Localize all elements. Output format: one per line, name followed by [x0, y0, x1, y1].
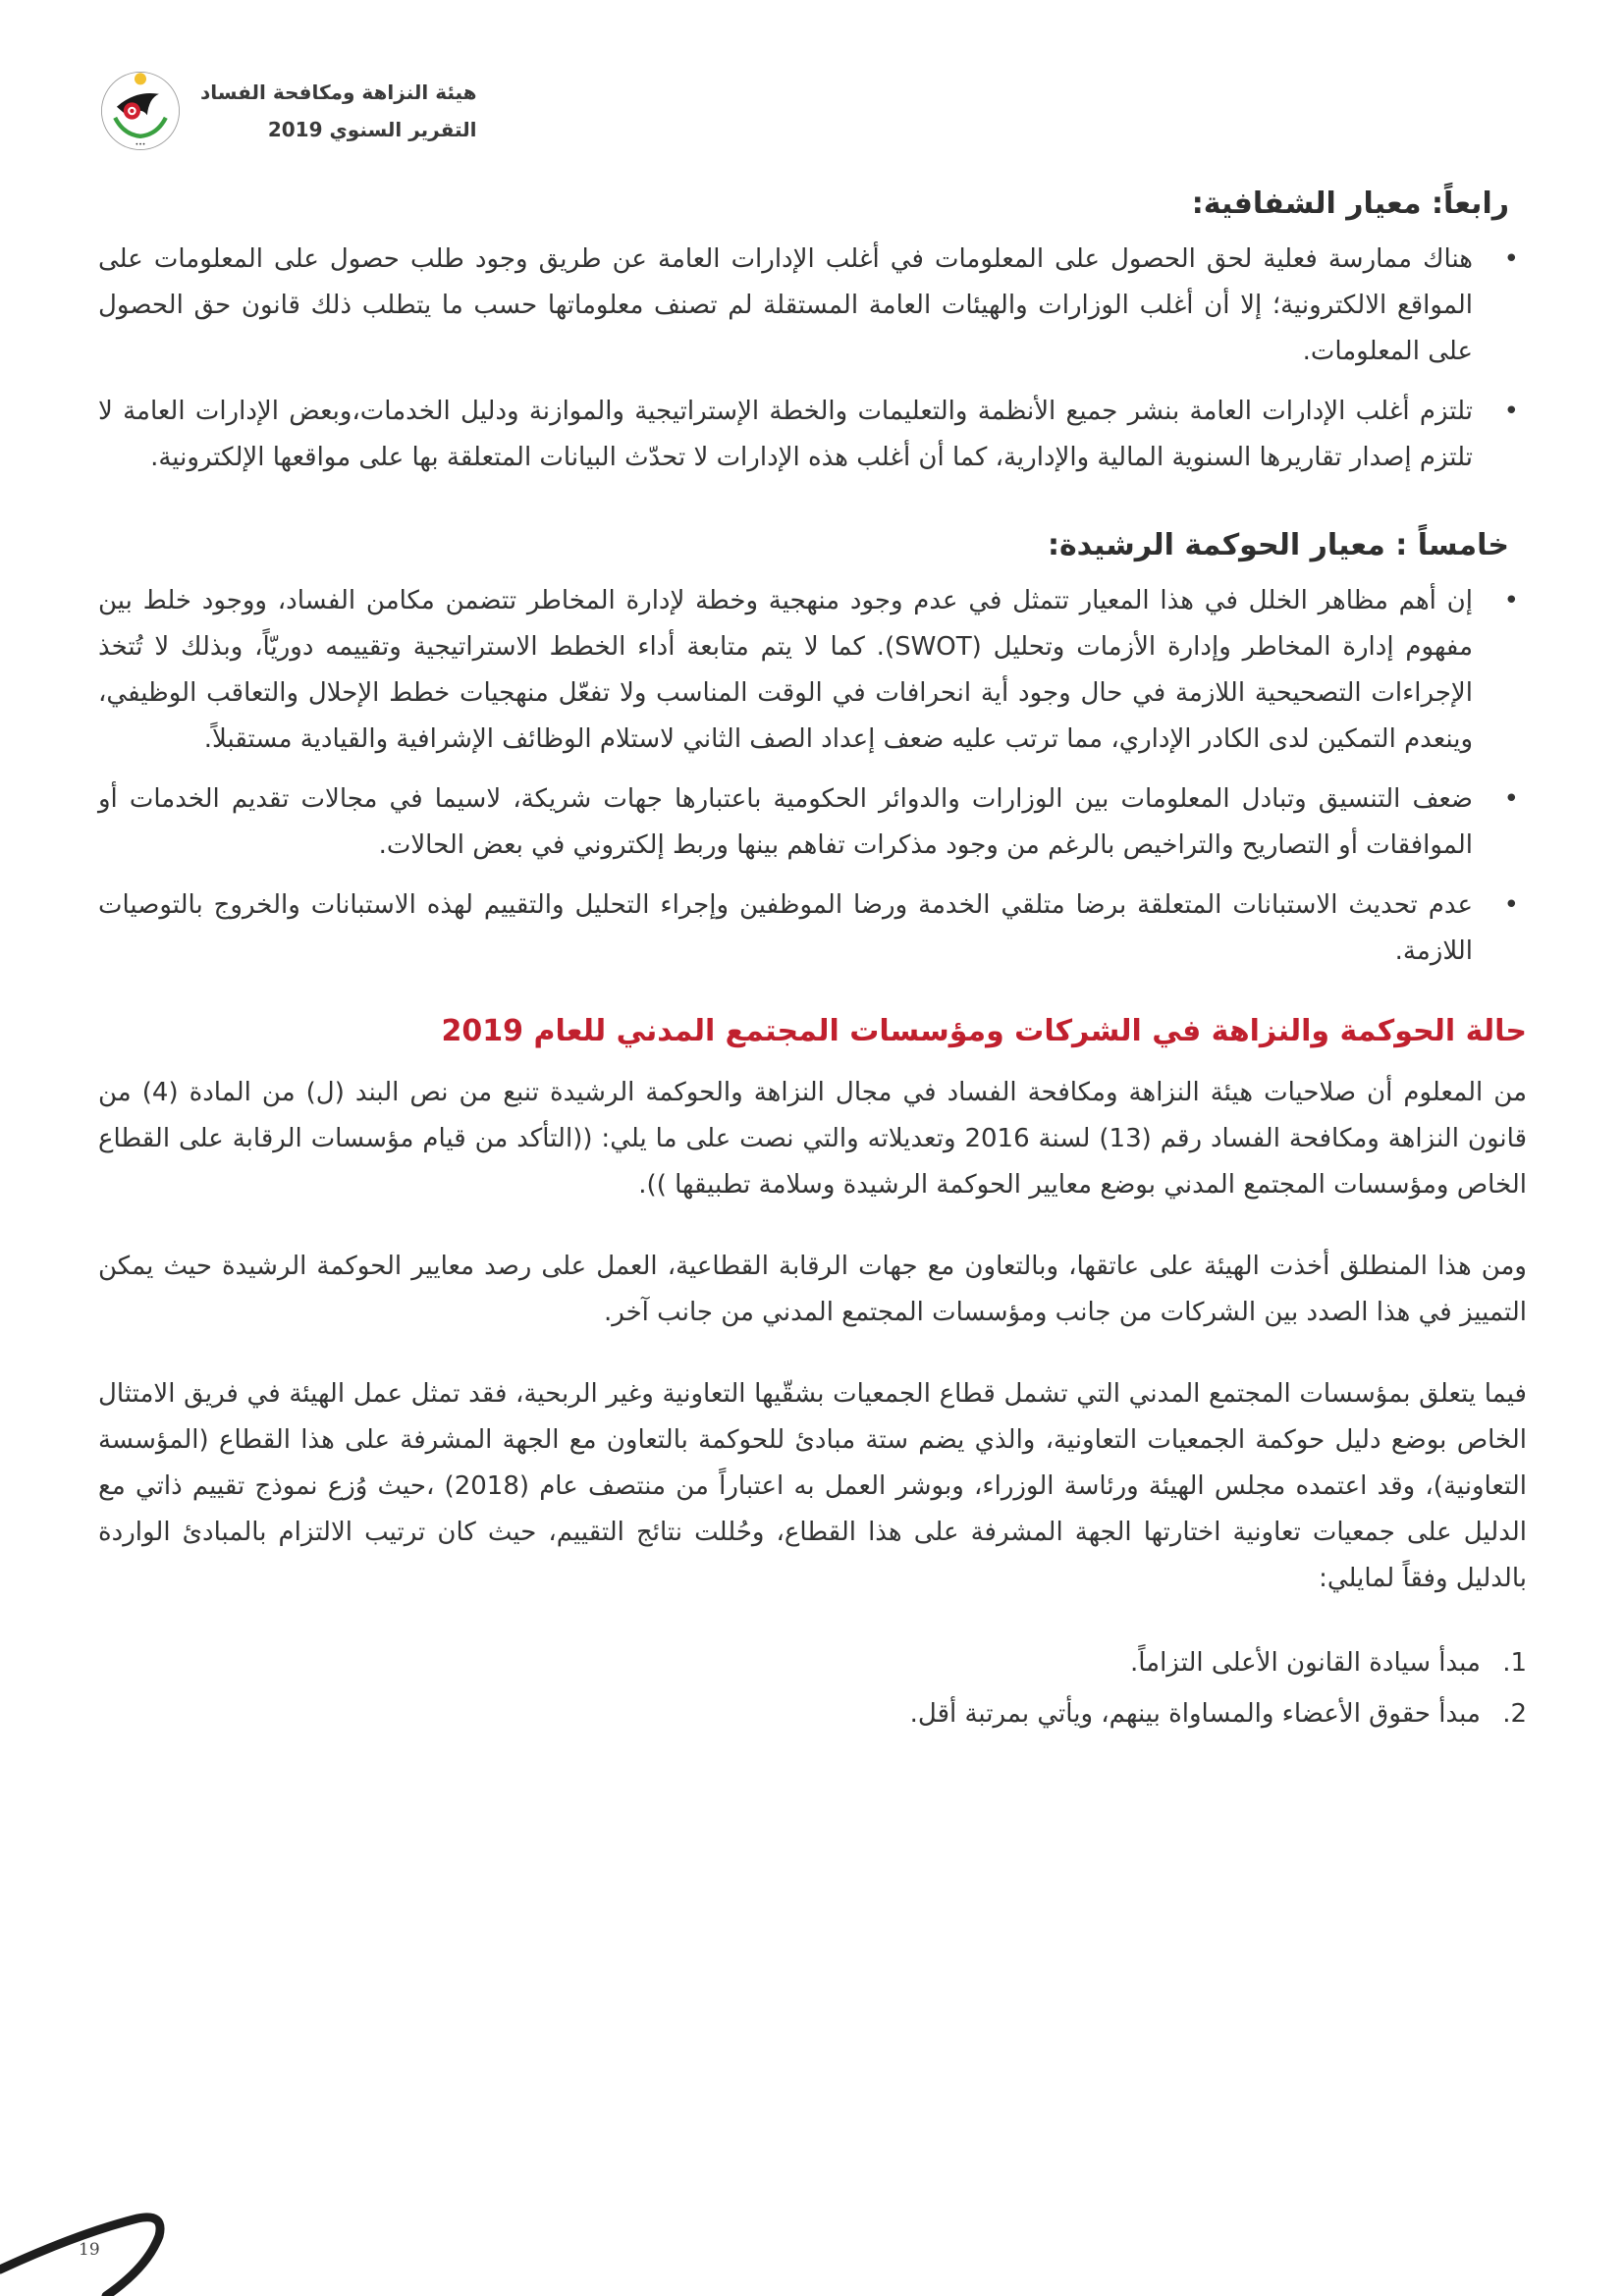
integrity-commission-logo-icon [98, 69, 183, 153]
principle-number: 2. [1502, 1699, 1527, 1729]
governance-bullets [98, 578, 1527, 975]
list-item: • تلتزم أغلب الإدارات العامة بنشر جميع الأنظمة والتعليمات والخطة الإستراتيجية والموازنة ودليل الخدمات،وبعض الإدارات العامة لا تلتزم إصدار تقاريرها السنوية المالية والإدارية، كما أن أغلب هذه الإدارات لا تحدّث البيانات المتعلقة بها على مواقعها الإلكترونية. [98, 389, 1527, 481]
page-header [98, 69, 477, 153]
decorative-swoosh-icon [0, 2179, 167, 2296]
paragraph: فيما يتعلق بمؤسسات المجتمع المدني التي تشمل قطاع الجمعيات بشقّيها التعاونية وغير الربحية، فقد تمثل عمل الهيئة في فريق الامتثال الخاص بوضع دليل حوكمة الجمعيات التعاونية، والذي يضم ستة مبادئ للحوكمة بالتعاون مع الجهة المشرفة على هذا القطاع (المؤسسة التعاونية)، وقد اعتمده مجلس الهيئة ورئاسة الوزراء، وبوشر العمل به اعتباراً من منتصف عام (2018) ،حيث وُزع نموذج تقييم ذاتي مع الدليل على جمعيات تعاونية اختارتها الجهة المشرفة على هذا القطاع، وحُللت نتائج التقييم، حيث كان ترتيب الالتزام بالمبادئ الواردة بالدليل وفقاً لمايلي: [98, 1379, 1527, 1593]
list-item: • ضعف التنسيق وتبادل المعلومات بين الوزارات والدوائر الحكومية باعتبارها جهات شريكة، لاسيما في مجالات تقديم الخدمات أو الموافقات أو التصاريح والتراخيص بالرغم من وجود مذكرات تفاهم بينها وربط إلكتروني في بعض الحالات. [98, 776, 1527, 869]
section-title-good-governance: خامساً : معيار الحوكمة الرشيدة: [1047, 528, 1509, 562]
page-content [98, 187, 1527, 1739]
org-name: هيئة النزاهة ومكافحة الفساد [200, 80, 477, 104]
paragraph: ومن هذا المنطلق أخذت الهيئة على عاتقها، وبالتعاون مع جهات الرقابة القطاعية، العمل على رصد معايير الحوكمة الرشيدة حيث يمكن التمييز في هذا الصدد بين الشركات من جانب ومؤسسات المجتمع المدني من جانب آخر. [98, 1252, 1527, 1327]
header-text [200, 74, 477, 148]
paragraph: من المعلوم أن صلاحيات هيئة النزاهة ومكافحة الفساد في مجال النزاهة والحوكمة الرشيدة تنبع من نص البند (ل) من المادة (4) من قانون النزاهة ومكافحة الفساد رقم (13) لسنة 2016 وتعديلاته والتي نصت على ما يلي: ((التأكد من قيام مؤسسات الرقابة على القطاع الخاص ومؤسسات المجتمع المدني بوضع معايير الحوكمة الرشيدة وسلامة تطبيقها )). [98, 1078, 1528, 1200]
transparency-bullets [98, 237, 1527, 481]
principle-item [98, 1688, 1527, 1739]
section-title-transparency: رابعاً: معيار الشفافية: [1191, 187, 1509, 221]
principle-text: مبدأ حقوق الأعضاء والمساواة بينهم، ويأتي بمرتبة أقل. [909, 1699, 1481, 1729]
svg-text:•••: ••• [135, 141, 146, 149]
principles-list [98, 1637, 1527, 1739]
principle-item [98, 1637, 1527, 1688]
list-item: • هناك ممارسة فعلية لحق الحصول على المعلومات في أغلب الإدارات العامة عن طريق وجود طلب حصول على المعلومات على المواقع الالكترونية؛ إلا أن أغلب الوزارات والهيئات العامة المستقلة لم تصنف معلوماتها حسب ما يتطلب ذلك قانون حق الحصول على المعلومات. [98, 237, 1527, 375]
principle-text: مبدأ سيادة القانون الأعلى التزاماً. [1129, 1648, 1481, 1678]
governance-section-title: حالة الحوكمة والنزاهة في الشركات ومؤسسات المجتمع المدني للعام 2019 [441, 1014, 1527, 1048]
principle-number: 1. [1502, 1648, 1527, 1678]
list-item: • إن أهم مظاهر الخلل في هذا المعيار تتمثل في عدم وجود منهجية وخطة لإدارة المخاطر تتضمن مكامن الفساد، ووجود خلط بين مفهوم إدارة المخاطر وإدارة الأزمات وتحليل (SWOT). كما لا يتم متابعة أداء الخطط الاستراتيجية وتقييمه دوريّاً، وبذلك لا تُتخذ الإجراءات التصحيحية اللازمة في حال وجود أية انحرافات في الوقت المناسب ولا تفعّل منهجيات خطط الإحلال والتعاقب الوظيفي، وينعدم التمكين لدى الكادر الإداري، مما ترتب عليه ضعف إعداد الصف الثاني لاستلام الوظائف الإشرافية والقيادية مستقبلاً. [98, 578, 1527, 763]
list-item: • عدم تحديث الاستبانات المتعلقة برضا متلقي الخدمة ورضا الموظفين وإجراء التحليل والتقييم لهذه الاستبانات والخروج بالتوصيات اللازمة. [98, 882, 1527, 975]
report-title: التقرير السنوي 2019 [267, 118, 477, 141]
page-number: 19 [79, 2240, 100, 2260]
